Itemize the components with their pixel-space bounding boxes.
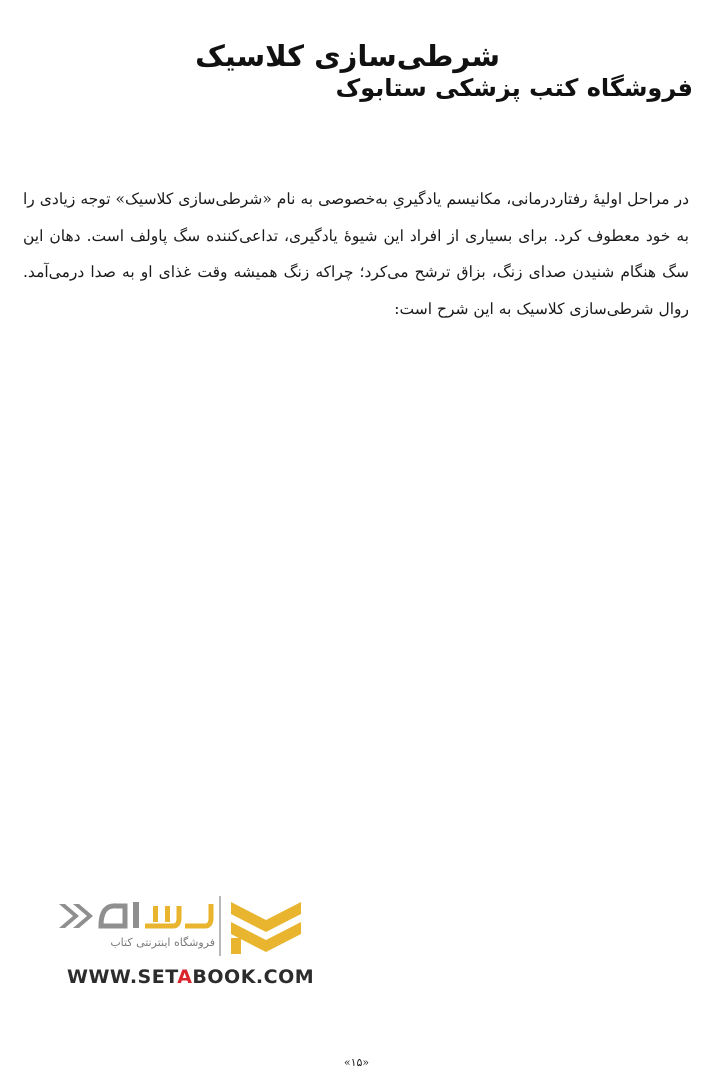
logo-wordmark-icon [55, 896, 215, 936]
logo-chevron-icon [229, 898, 303, 958]
setabook-logo[interactable] [55, 888, 315, 998]
store-name-header: فروشگاه کتب پزشکی ستابوک [335, 74, 693, 102]
chapter-title: شرطی‌سازی کلاسیک [195, 39, 500, 73]
logo-url[interactable] [67, 966, 314, 988]
logo-divider [219, 896, 221, 956]
logo-url-accent: A [177, 966, 193, 988]
logo-url-suffix: BOOK.COM [192, 966, 315, 988]
logo-tagline: فروشگاه اینترنتی کتاب [110, 936, 215, 949]
body-paragraph: در مراحل اولیهٔ رفتاردرمانی، مکانیسم یادگیریِ به‌خصوصی به نام «شرطی‌سازی کلاسیک» توجه زیادی را به خود معطوف کرد. برای بسیاری از افراد این شیوهٔ یادگیری، تداعی‌کننده سگ پاولف است. دهان این سگ هنگام شنیدن صدای زنگ، بزاق ترشح می‌کرد؛ چراکه زنگ همیشه وقت غذای او به صدا درمی‌آمد. روال شرطی‌سازی کلاسیک به این شرح است: [23, 190, 689, 318]
logo-url-prefix: WWW.SET [67, 966, 178, 988]
page-number: «۱۵» [343, 1056, 370, 1069]
